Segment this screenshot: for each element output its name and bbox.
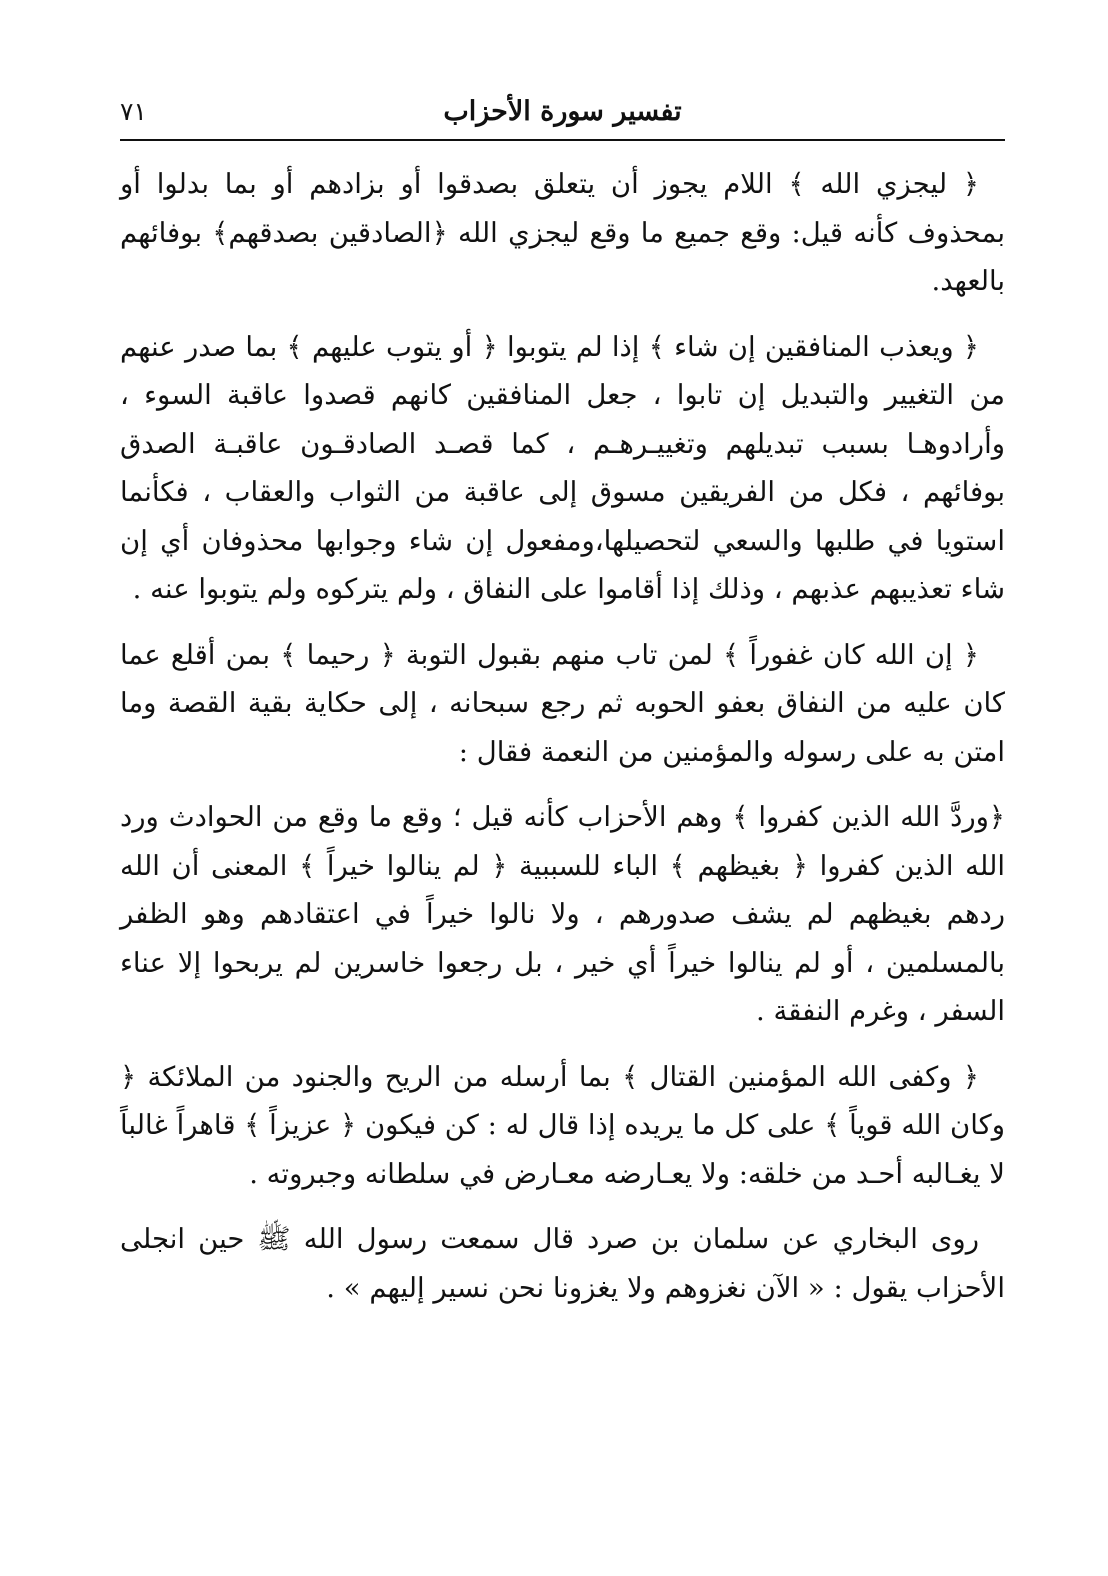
- page-number: ٧١: [120, 97, 147, 126]
- paragraph: ﴿ ويعذب المنافقين إن شاء ﴾ إذا لم يتوبوا ﴿ أو يتوب عليهم ﴾ بما صدر عنهم من التغيير والتبديل إن تابوا ، جعل المنافقين كانهم قصدوا عاقبة السوء ، وأرادوهـا بسبب تبديلهم وتغييـرهـم ، كما قصـد الصادقـون عاقبـة الصدق بوفائهم ، فكل من الفريقين مسوق إلى عاقبة من الثواب والعقاب ، فكأنما استويا في طلبها والسعي لتحصيلها،ومفعول إن شاء وجوابها محذوفان أي إن شاء تعذيبهم عذبهم ، وذلك إذا أقاموا على النفاق ، ولم يتركوه ولم يتوبوا عنه .: [120, 330, 1005, 605]
- running-title: تفسير سورة الأحزاب: [443, 96, 682, 127]
- page-header: [120, 92, 1005, 138]
- paragraph: روى البخاري عن سلمان بن صرد قال سمعت رسول الله ﷺ حين انجلى الأحزاب يقول : « الآن نغزوهم ولا يغزونا نحن نسير إليهم » .: [120, 1223, 1005, 1304]
- page-body: [120, 160, 1005, 1312]
- paragraph: ﴿ إن الله كان غفوراً ﴾ لمن تاب منهم بقبول التوبة ﴿ رحيما ﴾ بمن أقلع عما كان عليه من النفاق بعفو الحوبه ثم رجع سبحانه ، إلى حكاية بقية القصة وما امتن به على رسوله والمؤمنين من النعمة فقال :: [120, 638, 1005, 768]
- paragraph: ﴿ ليجزي الله ﴾ اللام يجوز أن يتعلق بصدقوا أو بزادهم أو بما بدلوا أو بمحذوف كأنه قيل: وقع جميع ما وقع ليجزي الله ﴿الصادقين بصدقهم﴾ بوفائهم بالعهد.: [120, 168, 1005, 297]
- header-rule: [120, 139, 1005, 141]
- paragraph: ﴿ وكفى الله المؤمنين القتال ﴾ بما أرسله من الريح والجنود من الملائكة ﴿ وكان الله قوياً ﴾ على كل ما يريده إذا قال له : كن فيكون ﴿ عزيزاً ﴾ قاهراً غالباً لا يغـالبه أحـد من خلقه: ولا يعـارضه معـارض في سلطانه وجبروته .: [120, 1060, 1005, 1190]
- paragraph: ﴿وردَّ الله الذين كفروا ﴾ وهم الأحزاب كأنه قيل ؛ وقع ما وقع من الحوادث ورد الله الذين كفروا ﴿ بغيظهم ﴾ الباء للسببية ﴿ لم ينالوا خيراً ﴾ المعنى أن الله ردهم بغيظهم لم يشف صدورهم ، ولا نالوا خيراً في اعتقادهم وهو الظفر بالمسلمين ، أو لم ينالوا خيراً أي خير ، بل رجعوا خاسرين لم يربحوا إلا عناء السفر ، وغرم النفقة .: [120, 801, 1005, 1027]
